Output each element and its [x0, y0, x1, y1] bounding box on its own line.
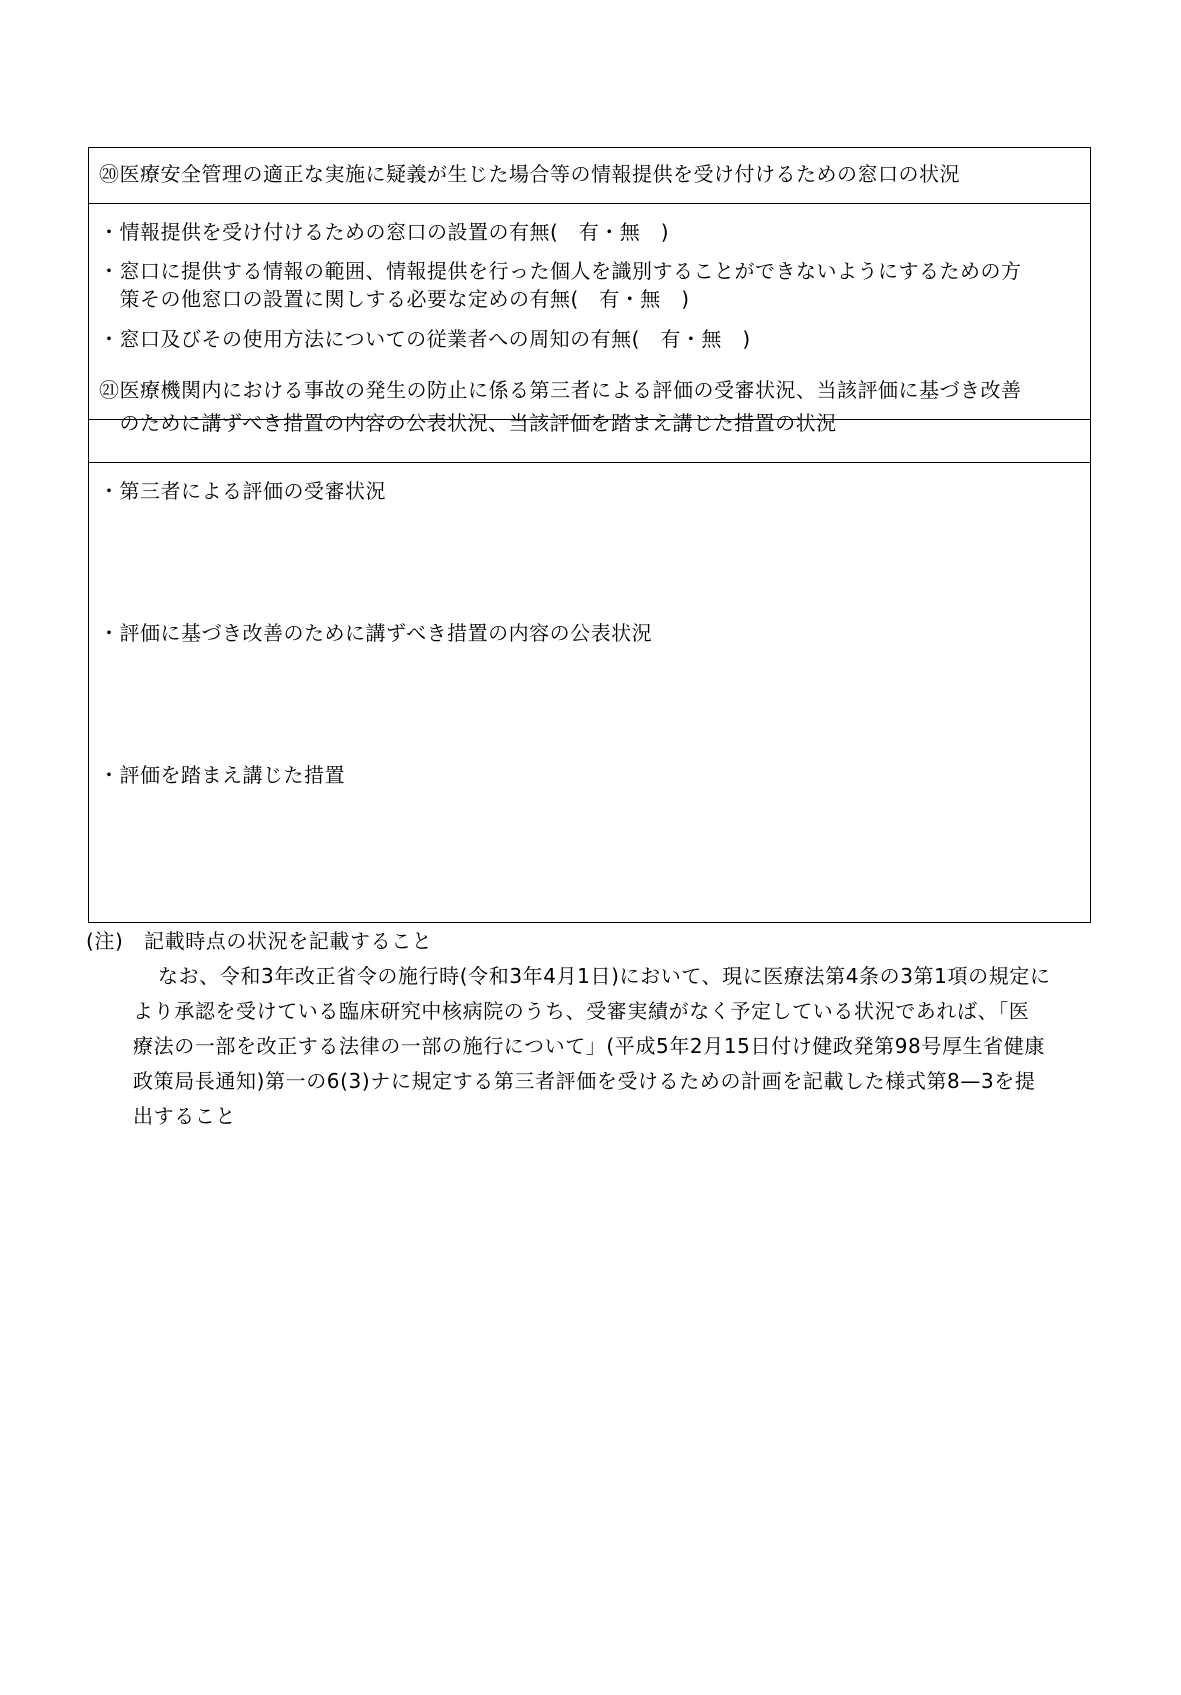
notes-line-5: 出すること [133, 1104, 236, 1128]
section-20-item-info-scope-line2: 策その他窓口の設置に関しする必要な定めの有無( 有・無 ) [99, 287, 690, 311]
notes-line-4: 政策局長通知)第一の6(3)ナに規定する第三者評価を受けるための計画を記載した様式第8—3を提 [133, 1069, 1036, 1093]
section-20-item-info-scope-line1: ・窓口に提供する情報の範囲、情報提供を行った個人を識別することができないようにするための方 [99, 259, 1022, 283]
section-21-heading-line1: ㉑医療機関内における事故の発生の防止に係る第三者による評価の受審状況、当該評価に基づき改善 [99, 378, 1022, 402]
notes-line-3: 療法の一部を改正する法律の一部の施行について」(平成5年2月15日付け健政発第98号厚生省健康 [133, 1034, 1045, 1058]
notes-label: (注) 記載時点の状況を記載すること [86, 929, 433, 953]
notes-line-1: なお、令和3年改正省令の施行時(令和3年4月1日)において、現に医療法第4条の3第1項の規定に [158, 964, 1051, 988]
section-20-heading-row [89, 148, 1090, 204]
section-20-item-window-setup: ・情報提供を受け付けるための窓口の設置の有無( 有・無 ) [99, 220, 670, 244]
section-21-item-publication-status: ・評価に基づき改善のために講ずべき措置の内容の公表状況 [99, 621, 653, 645]
section-21-heading-row [89, 364, 1090, 463]
section-20-item-staff-notice: ・窓口及びその使用方法についての従業者への周知の有無( 有・無 ) [99, 327, 751, 351]
section-21-item-review-status: ・第三者による評価の受審状況 [99, 479, 386, 503]
section-21-items-row [89, 463, 1090, 922]
section-21-item-measures-taken: ・評価を踏まえ講じた措置 [99, 763, 345, 787]
notes-line-2: より承認を受けている臨床研究中核病院のうち、受審実績がなく予定している状況であれば、「医 [133, 999, 1030, 1023]
status-form-table [88, 147, 1091, 923]
section-20-heading: ⑳医療安全管理の適正な実施に疑義が生じた場合等の情報提供を受け付けるための窓口の状況 [99, 162, 960, 186]
section-21-heading-line2: のために講ずべき措置の内容の公表状況、当該評価を踏まえ講じた措置の状況 [99, 411, 837, 435]
